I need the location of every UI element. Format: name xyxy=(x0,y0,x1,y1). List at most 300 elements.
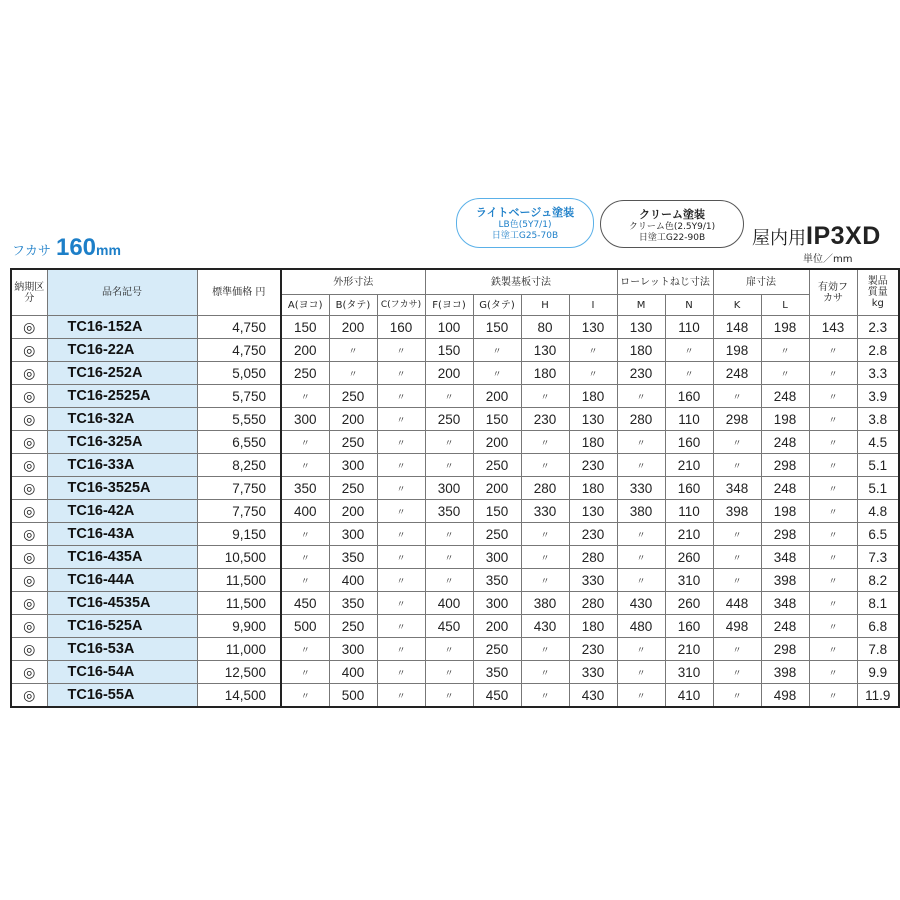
table-cell: 〃 xyxy=(377,385,425,408)
ip-rating-code: IP3XD xyxy=(806,222,881,250)
price-cell: 10,500 xyxy=(197,546,281,569)
delivery-mark: ◎ xyxy=(11,408,47,431)
table-cell: 448 xyxy=(713,592,761,615)
table-cell: 〃 xyxy=(521,454,569,477)
table-cell: 〃 xyxy=(713,454,761,477)
table-cell: 200 xyxy=(329,408,377,431)
table-cell: 180 xyxy=(569,431,617,454)
col-effective-depth-header: 有効フカサ xyxy=(809,269,857,316)
table-cell: 298 xyxy=(713,408,761,431)
table-cell: 〃 xyxy=(521,661,569,684)
table-cell: 〃 xyxy=(425,638,473,661)
table-cell: 400 xyxy=(329,569,377,592)
table-cell: 498 xyxy=(761,684,809,708)
table-cell: 248 xyxy=(761,431,809,454)
depth-label: フカサ xyxy=(12,244,51,259)
table-cell: 143 xyxy=(809,316,857,339)
table-row xyxy=(11,523,899,546)
table-cell: 310 xyxy=(665,661,713,684)
table-cell: 〃 xyxy=(809,638,857,661)
depth-unit: mm xyxy=(96,242,121,258)
table-row xyxy=(11,569,899,592)
table-cell: 430 xyxy=(521,615,569,638)
table-cell: 〃 xyxy=(617,569,665,592)
table-cell: 198 xyxy=(761,500,809,523)
table-cell: 〃 xyxy=(425,431,473,454)
col-mass-header: 製品質量kg xyxy=(857,269,899,316)
table-cell: 200 xyxy=(281,339,329,362)
table-cell: 150 xyxy=(473,408,521,431)
table-cell: 398 xyxy=(761,569,809,592)
price-cell: 4,750 xyxy=(197,316,281,339)
table-cell: 〃 xyxy=(521,431,569,454)
table-cell: 250 xyxy=(329,431,377,454)
table-cell: 〃 xyxy=(377,615,425,638)
table-cell: 300 xyxy=(473,546,521,569)
delivery-mark: ◎ xyxy=(11,339,47,362)
table-cell: 350 xyxy=(281,477,329,500)
table-cell: 〃 xyxy=(281,523,329,546)
table-cell: 〃 xyxy=(521,638,569,661)
spec-table-body xyxy=(11,316,899,708)
table-row xyxy=(11,454,899,477)
table-cell: 248 xyxy=(761,477,809,500)
table-cell: 〃 xyxy=(617,684,665,708)
table-cell: 〃 xyxy=(377,546,425,569)
table-cell: 210 xyxy=(665,523,713,546)
table-cell: 5.1 xyxy=(857,477,899,500)
table-cell: 〃 xyxy=(713,638,761,661)
price-cell: 5,750 xyxy=(197,385,281,408)
table-cell: 〃 xyxy=(377,523,425,546)
delivery-mark: ◎ xyxy=(11,638,47,661)
table-cell: 300 xyxy=(473,592,521,615)
depth-value: 160 xyxy=(55,234,97,261)
table-cell: 160 xyxy=(377,316,425,339)
table-cell: 〃 xyxy=(425,661,473,684)
table-cell: 330 xyxy=(617,477,665,500)
table-cell: 〃 xyxy=(809,339,857,362)
table-cell: 〃 xyxy=(665,339,713,362)
table-cell: 350 xyxy=(425,500,473,523)
col-door-dim-header: 扉寸法 xyxy=(713,269,809,295)
table-cell: 330 xyxy=(521,500,569,523)
table-cell: 〃 xyxy=(521,684,569,708)
table-cell: 130 xyxy=(569,316,617,339)
table-cell: 〃 xyxy=(761,339,809,362)
table-cell: 200 xyxy=(329,316,377,339)
table-cell: 80 xyxy=(521,316,569,339)
table-row xyxy=(11,362,899,385)
table-cell: 280 xyxy=(617,408,665,431)
col-l-header: L xyxy=(761,295,809,316)
table-cell: 〃 xyxy=(281,661,329,684)
table-row xyxy=(11,684,899,708)
table-cell: 230 xyxy=(569,454,617,477)
table-cell: 〃 xyxy=(521,546,569,569)
table-cell: 250 xyxy=(473,638,521,661)
table-cell: 〃 xyxy=(377,408,425,431)
delivery-mark: ◎ xyxy=(11,684,47,708)
table-cell: 300 xyxy=(329,638,377,661)
price-cell: 11,500 xyxy=(197,569,281,592)
table-cell: 〃 xyxy=(377,431,425,454)
table-cell: 2.3 xyxy=(857,316,899,339)
table-cell: 150 xyxy=(473,316,521,339)
table-cell: 〃 xyxy=(281,638,329,661)
table-cell: 〃 xyxy=(377,477,425,500)
product-name-cell: TC16-252A xyxy=(47,362,197,385)
table-cell: 8.2 xyxy=(857,569,899,592)
table-cell: 〃 xyxy=(377,362,425,385)
product-name-cell: TC16-42A xyxy=(47,500,197,523)
table-cell: 210 xyxy=(665,454,713,477)
table-cell: 200 xyxy=(473,431,521,454)
col-name-header: 品名記号 xyxy=(47,269,197,316)
price-cell: 4,750 xyxy=(197,339,281,362)
table-cell: 380 xyxy=(521,592,569,615)
product-name-cell: TC16-525A xyxy=(47,615,197,638)
table-cell: 〃 xyxy=(473,339,521,362)
table-cell: 〃 xyxy=(809,615,857,638)
table-cell: 〃 xyxy=(809,362,857,385)
table-cell: 210 xyxy=(665,638,713,661)
table-cell: 300 xyxy=(425,477,473,500)
table-cell: 150 xyxy=(281,316,329,339)
table-cell: 〃 xyxy=(665,362,713,385)
table-cell: 230 xyxy=(617,362,665,385)
table-cell: 〃 xyxy=(809,454,857,477)
table-cell: 248 xyxy=(761,385,809,408)
table-cell: 348 xyxy=(761,592,809,615)
table-cell: 〃 xyxy=(329,339,377,362)
table-cell: 198 xyxy=(761,408,809,431)
light-beige-paint-badge xyxy=(456,198,594,248)
table-cell: 500 xyxy=(281,615,329,638)
table-cell: 400 xyxy=(281,500,329,523)
table-cell: 450 xyxy=(425,615,473,638)
price-cell: 14,500 xyxy=(197,684,281,708)
col-price-header: 標準価格 円 xyxy=(197,269,281,316)
table-cell: 〃 xyxy=(617,546,665,569)
table-row xyxy=(11,500,899,523)
badge-title: ライトベージュ塗装 xyxy=(475,206,575,219)
table-cell: 〃 xyxy=(809,500,857,523)
table-cell: 4.5 xyxy=(857,431,899,454)
table-cell: 110 xyxy=(665,408,713,431)
table-cell: 〃 xyxy=(281,454,329,477)
table-cell: 198 xyxy=(761,316,809,339)
table-cell: 310 xyxy=(665,569,713,592)
table-cell: 180 xyxy=(569,385,617,408)
table-cell: 250 xyxy=(329,477,377,500)
price-cell: 5,550 xyxy=(197,408,281,431)
indoor-label: 屋内用 xyxy=(752,228,806,249)
table-cell: 450 xyxy=(473,684,521,708)
price-cell: 7,750 xyxy=(197,477,281,500)
table-cell: 250 xyxy=(329,385,377,408)
table-cell: 2.8 xyxy=(857,339,899,362)
col-base-plate-header: 鉄製基板寸法 xyxy=(425,269,617,295)
table-cell: 398 xyxy=(761,661,809,684)
table-cell: 6.5 xyxy=(857,523,899,546)
table-cell: 8.1 xyxy=(857,592,899,615)
col-c-header: C(フカサ) xyxy=(377,295,425,316)
badge-title: クリーム塗装 xyxy=(639,208,705,221)
table-cell: 〃 xyxy=(569,362,617,385)
table-cell: 160 xyxy=(665,431,713,454)
price-cell: 9,900 xyxy=(197,615,281,638)
table-cell: 200 xyxy=(473,385,521,408)
table-cell: 〃 xyxy=(809,408,857,431)
table-cell: 〃 xyxy=(617,523,665,546)
table-cell: 〃 xyxy=(281,431,329,454)
table-cell: 148 xyxy=(713,316,761,339)
table-cell: 160 xyxy=(665,615,713,638)
table-cell: 〃 xyxy=(617,661,665,684)
table-cell: 230 xyxy=(569,523,617,546)
table-cell: 〃 xyxy=(809,592,857,615)
table-cell: 198 xyxy=(713,339,761,362)
table-cell: 250 xyxy=(329,615,377,638)
table-cell: 130 xyxy=(569,500,617,523)
product-name-cell: TC16-53A xyxy=(47,638,197,661)
table-cell: 〃 xyxy=(713,385,761,408)
table-cell: 〃 xyxy=(713,661,761,684)
table-cell: 〃 xyxy=(329,362,377,385)
col-g-header: G(タテ) xyxy=(473,295,521,316)
table-cell: 348 xyxy=(713,477,761,500)
table-cell: 410 xyxy=(665,684,713,708)
col-k-header: K xyxy=(713,295,761,316)
table-cell: 〃 xyxy=(425,523,473,546)
delivery-mark: ◎ xyxy=(11,661,47,684)
table-cell: 430 xyxy=(569,684,617,708)
delivery-mark: ◎ xyxy=(11,592,47,615)
table-row xyxy=(11,408,899,431)
table-row xyxy=(11,592,899,615)
table-cell: 〃 xyxy=(809,523,857,546)
delivery-mark: ◎ xyxy=(11,569,47,592)
table-cell: 〃 xyxy=(617,454,665,477)
price-cell: 6,550 xyxy=(197,431,281,454)
table-cell: 300 xyxy=(281,408,329,431)
product-name-cell: TC16-152A xyxy=(47,316,197,339)
table-cell: 〃 xyxy=(617,638,665,661)
table-cell: 150 xyxy=(425,339,473,362)
table-cell: 450 xyxy=(281,592,329,615)
badge-color-code: クリーム色(2.5Y9/1) xyxy=(628,222,716,232)
table-cell: 〃 xyxy=(281,569,329,592)
table-cell: 〃 xyxy=(617,431,665,454)
table-cell: 〃 xyxy=(377,638,425,661)
table-row xyxy=(11,615,899,638)
col-b-header: B(タテ) xyxy=(329,295,377,316)
indoor-rating xyxy=(752,222,881,251)
table-cell: 〃 xyxy=(809,684,857,708)
table-cell: 250 xyxy=(425,408,473,431)
table-cell: 11.9 xyxy=(857,684,899,708)
delivery-mark: ◎ xyxy=(11,454,47,477)
delivery-mark: ◎ xyxy=(11,546,47,569)
col-a-header: A(ヨコ) xyxy=(281,295,329,316)
product-name-cell: TC16-3525A xyxy=(47,477,197,500)
table-cell: 180 xyxy=(521,362,569,385)
product-name-cell: TC16-2525A xyxy=(47,385,197,408)
table-cell: 〃 xyxy=(377,500,425,523)
table-cell: 150 xyxy=(473,500,521,523)
table-cell: 110 xyxy=(665,316,713,339)
badge-paint-code: 日塗工G25-70B xyxy=(491,231,559,241)
table-cell: 350 xyxy=(473,661,521,684)
table-row xyxy=(11,638,899,661)
product-name-cell: TC16-22A xyxy=(47,339,197,362)
badge-paint-code: 日塗工G22-90B xyxy=(638,233,706,243)
table-cell: 280 xyxy=(569,546,617,569)
col-h-header: H xyxy=(521,295,569,316)
table-row xyxy=(11,385,899,408)
table-cell: 160 xyxy=(665,385,713,408)
table-cell: 480 xyxy=(617,615,665,638)
table-cell: 〃 xyxy=(761,362,809,385)
table-cell: 〃 xyxy=(521,385,569,408)
table-cell: 330 xyxy=(569,661,617,684)
delivery-mark: ◎ xyxy=(11,523,47,546)
table-cell: 200 xyxy=(473,477,521,500)
table-cell: 300 xyxy=(329,454,377,477)
table-cell: 3.9 xyxy=(857,385,899,408)
delivery-mark: ◎ xyxy=(11,477,47,500)
table-cell: 〃 xyxy=(425,385,473,408)
table-cell: 〃 xyxy=(713,569,761,592)
badge-color-code: LB色(5Y7/1) xyxy=(498,220,552,230)
table-cell: 〃 xyxy=(425,684,473,708)
product-name-cell: TC16-33A xyxy=(47,454,197,477)
table-cell: 〃 xyxy=(713,546,761,569)
table-cell: 400 xyxy=(425,592,473,615)
table-cell: 〃 xyxy=(569,339,617,362)
table-cell: 〃 xyxy=(425,454,473,477)
table-cell: 260 xyxy=(665,592,713,615)
col-f-header: F(ヨコ) xyxy=(425,295,473,316)
price-cell: 12,500 xyxy=(197,661,281,684)
table-cell: 〃 xyxy=(617,385,665,408)
price-cell: 11,000 xyxy=(197,638,281,661)
table-cell: 3.3 xyxy=(857,362,899,385)
table-cell: 〃 xyxy=(809,661,857,684)
table-row xyxy=(11,339,899,362)
table-cell: 248 xyxy=(761,615,809,638)
table-cell: 298 xyxy=(761,454,809,477)
table-row xyxy=(11,661,899,684)
table-cell: 5.1 xyxy=(857,454,899,477)
table-cell: 6.8 xyxy=(857,615,899,638)
table-cell: 4.8 xyxy=(857,500,899,523)
table-cell: 230 xyxy=(521,408,569,431)
product-name-cell: TC16-435A xyxy=(47,546,197,569)
delivery-mark: ◎ xyxy=(11,362,47,385)
table-cell: 〃 xyxy=(809,477,857,500)
delivery-mark: ◎ xyxy=(11,316,47,339)
table-cell: 〃 xyxy=(473,362,521,385)
table-cell: 130 xyxy=(617,316,665,339)
col-knurl-screw-header: ローレットねじ寸法 xyxy=(617,269,713,295)
price-cell: 5,050 xyxy=(197,362,281,385)
table-cell: 〃 xyxy=(425,569,473,592)
table-cell: 〃 xyxy=(809,431,857,454)
table-cell: 200 xyxy=(425,362,473,385)
col-m-header: M xyxy=(617,295,665,316)
table-cell: 〃 xyxy=(281,385,329,408)
product-name-cell: TC16-55A xyxy=(47,684,197,708)
table-row xyxy=(11,431,899,454)
table-cell: 〃 xyxy=(377,661,425,684)
table-cell: 250 xyxy=(473,454,521,477)
price-cell: 7,750 xyxy=(197,500,281,523)
table-cell: 498 xyxy=(713,615,761,638)
table-cell: 〃 xyxy=(377,454,425,477)
table-cell: 180 xyxy=(617,339,665,362)
product-spec-table xyxy=(10,268,900,708)
table-cell: 9.9 xyxy=(857,661,899,684)
table-cell: 400 xyxy=(329,661,377,684)
price-cell: 9,150 xyxy=(197,523,281,546)
table-cell: 〃 xyxy=(281,684,329,708)
table-row xyxy=(11,546,899,569)
table-cell: 〃 xyxy=(377,569,425,592)
product-name-cell: TC16-43A xyxy=(47,523,197,546)
table-cell: 350 xyxy=(329,592,377,615)
product-name-cell: TC16-54A xyxy=(47,661,197,684)
table-cell: 280 xyxy=(521,477,569,500)
table-cell: 〃 xyxy=(377,684,425,708)
delivery-mark: ◎ xyxy=(11,500,47,523)
table-cell: 7.8 xyxy=(857,638,899,661)
table-cell: 〃 xyxy=(377,339,425,362)
table-cell: 380 xyxy=(617,500,665,523)
table-cell: 〃 xyxy=(809,385,857,408)
table-cell: 398 xyxy=(713,500,761,523)
delivery-mark: ◎ xyxy=(11,385,47,408)
table-cell: 100 xyxy=(425,316,473,339)
table-cell: 〃 xyxy=(281,546,329,569)
product-name-cell: TC16-44A xyxy=(47,569,197,592)
table-cell: 〃 xyxy=(521,569,569,592)
price-cell: 11,500 xyxy=(197,592,281,615)
table-cell: 130 xyxy=(569,408,617,431)
table-cell: 500 xyxy=(329,684,377,708)
col-outer-dim-header: 外形寸法 xyxy=(281,269,425,295)
table-cell: 〃 xyxy=(713,431,761,454)
table-cell: 200 xyxy=(473,615,521,638)
table-cell: 350 xyxy=(473,569,521,592)
table-cell: 330 xyxy=(569,569,617,592)
table-cell: 〃 xyxy=(809,569,857,592)
unit-note: 単位／mm xyxy=(803,254,853,265)
table-cell: 200 xyxy=(329,500,377,523)
delivery-mark: ◎ xyxy=(11,615,47,638)
table-cell: 350 xyxy=(329,546,377,569)
table-cell: 430 xyxy=(617,592,665,615)
table-cell: 〃 xyxy=(713,523,761,546)
table-cell: 7.3 xyxy=(857,546,899,569)
table-cell: 250 xyxy=(473,523,521,546)
table-cell: 3.8 xyxy=(857,408,899,431)
table-cell: 248 xyxy=(713,362,761,385)
table-cell: 〃 xyxy=(425,546,473,569)
table-cell: 160 xyxy=(665,477,713,500)
col-delivery-header: 納期区分 xyxy=(11,269,47,316)
